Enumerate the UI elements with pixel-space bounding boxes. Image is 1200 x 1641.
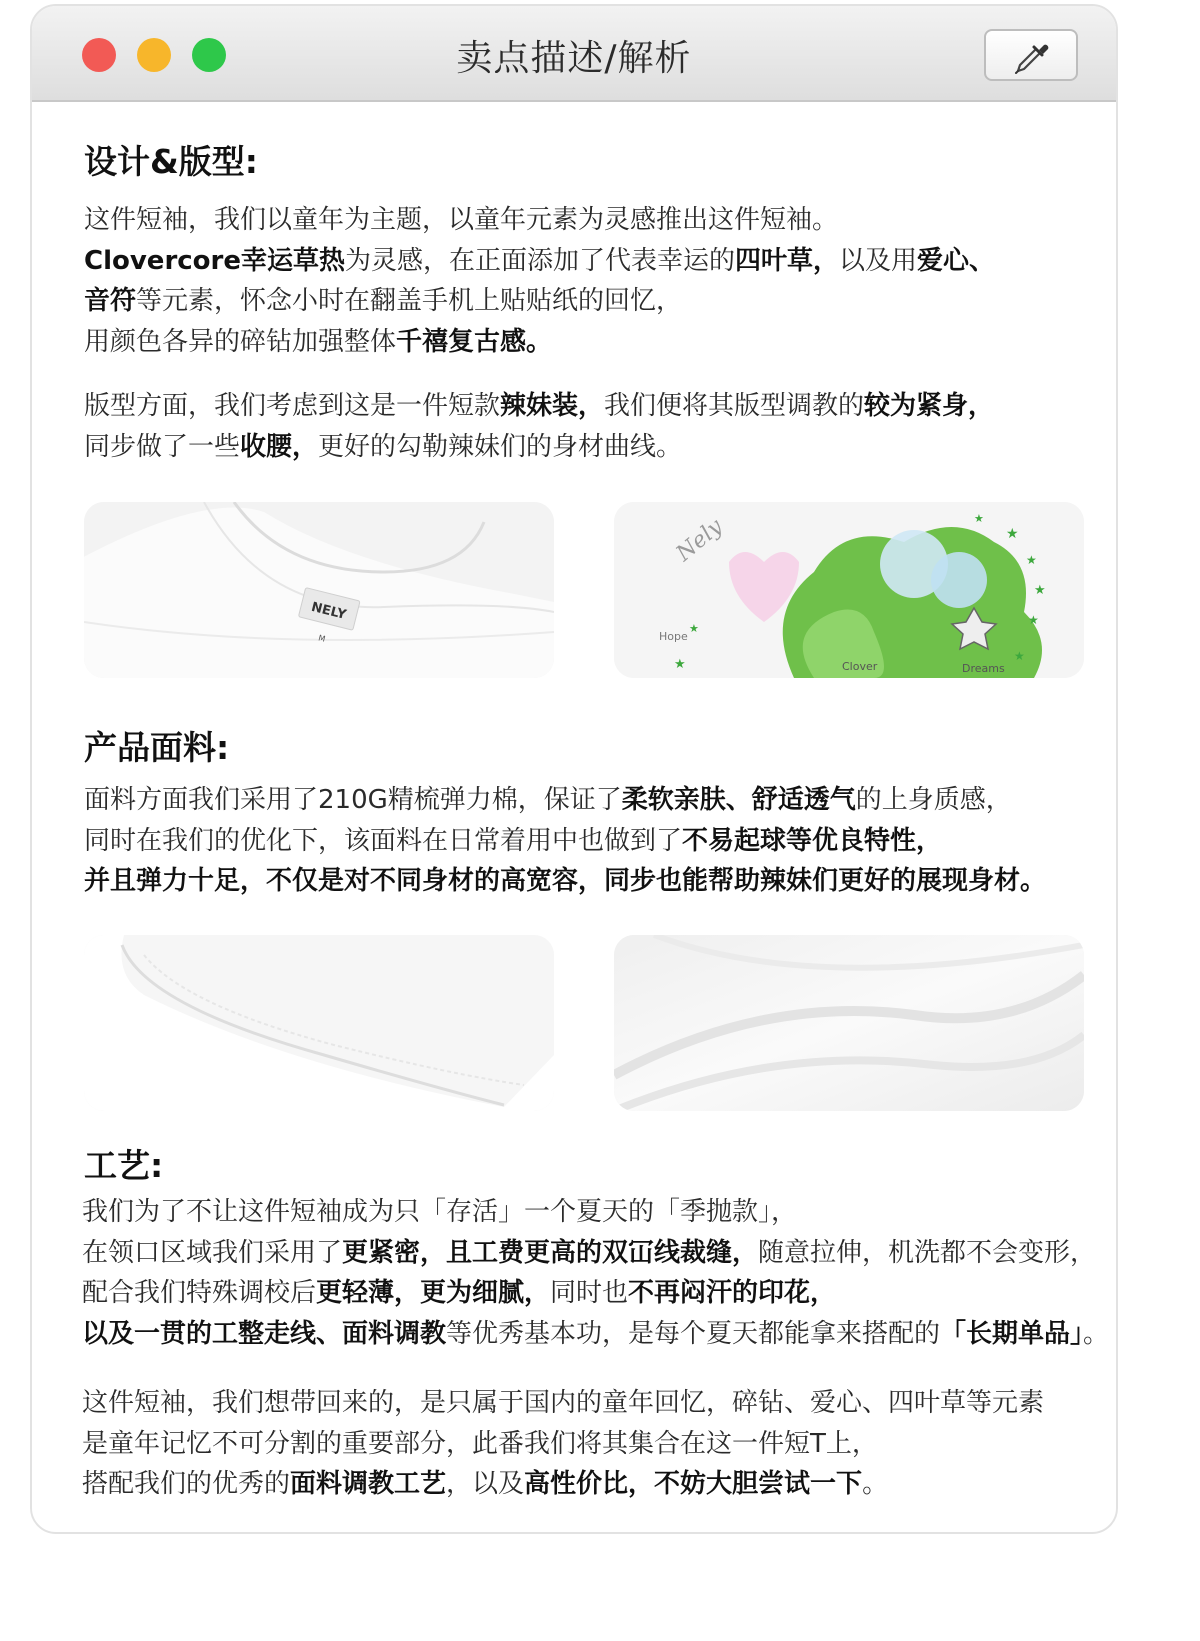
- bold-text-segment: 较为紧身，: [864, 391, 995, 421]
- text-line: [84, 861, 1046, 902]
- bold-text-segment: 千禧复古感。: [396, 326, 553, 357]
- text-segment: 同时在我们的优化下，该面料在日常着用中也做到了: [84, 825, 683, 856]
- text-line: [82, 1383, 1044, 1424]
- eyedropper-icon: [1012, 37, 1052, 77]
- section-heading-design: 设计&版型:: [84, 142, 258, 181]
- text-segment: 更好的勾勒辣妹们的身材曲线。: [318, 431, 683, 462]
- text-segment: 用颜色各异的碎钻加强整体: [84, 326, 397, 357]
- label-brand-text: NELY: [309, 599, 348, 623]
- svg-text:★: ★: [1006, 526, 1019, 542]
- bold-text-segment: 高性价比，不妨大胆尝试一下: [524, 1469, 863, 1499]
- text-segment: ，以及: [446, 1469, 525, 1499]
- text-line: [84, 241, 995, 282]
- design-paragraph-2: [84, 386, 994, 467]
- fabric-texture-photo: [614, 935, 1084, 1111]
- bold-text-segment: 更轻薄，更为细腻，: [316, 1278, 551, 1308]
- bold-text-segment: 更紧密，且工费更高的双冚线裁缝，: [342, 1237, 759, 1268]
- design-paragraph-1: [84, 200, 995, 362]
- collar-photo: [84, 502, 554, 678]
- svg-text:★: ★: [1026, 553, 1037, 567]
- text-segment: 面料方面我们采用了210G精梳弹力棉，保证了: [84, 785, 622, 815]
- bold-text-segment: 爱心、: [917, 245, 996, 276]
- eyedropper-button[interactable]: [984, 29, 1078, 81]
- text-line: [82, 1314, 1109, 1355]
- text-segment: 等优秀基本功，是每个夏天都能拿来搭配的: [446, 1318, 941, 1349]
- label-size-text: M: [317, 633, 327, 644]
- text-line: [82, 1233, 1109, 1274]
- text-segment: 这件短袖，我们以童年为主题，以童年元素为灵感推出这件短袖。: [84, 205, 839, 235]
- bold-text-segment: 柔软亲肤、舒适透气: [621, 785, 856, 815]
- text-segment: 这件短袖，我们想带回来的，是只属于国内的童年回忆，碎钻、爱心、四叶草等元素: [82, 1388, 1045, 1418]
- svg-text:★: ★: [974, 512, 984, 525]
- text-segment: 版型方面，我们考虑到这是一件短款: [84, 391, 501, 421]
- text-segment: 同时也: [550, 1278, 629, 1308]
- bold-text-segment: 并且弹力十足，不仅是对不同身材的高宽容，同步也能帮助辣妹们更好的展现身材。: [84, 866, 1047, 896]
- title-bar: [32, 6, 1116, 102]
- collar-illustration: [84, 502, 554, 678]
- text-line: [84, 281, 995, 322]
- fabric-paragraph-1: [84, 780, 1046, 902]
- svg-text:★: ★: [1034, 583, 1046, 598]
- text-segment: 以及用: [839, 245, 918, 276]
- bold-text-segment: 面料调教工艺: [290, 1469, 447, 1499]
- text-line: [84, 427, 994, 468]
- text-segment: 配合我们特殊调校后: [82, 1278, 317, 1308]
- text-segment: 同步做了一些: [84, 431, 241, 462]
- bold-text-segment: 四叶草，: [735, 245, 840, 276]
- section-heading-craft: 工艺:: [84, 1146, 164, 1185]
- print-word-dreams: Dreams: [962, 662, 1005, 675]
- print-word-nely: Nely: [671, 514, 728, 567]
- section-heading-fabric: 产品面料:: [84, 728, 230, 767]
- bold-text-segment: Clovercore幸运草热: [84, 245, 345, 276]
- text-line: [82, 1424, 1044, 1465]
- print-word-clover: Clover: [842, 660, 878, 673]
- text-line: [84, 200, 995, 241]
- text-segment: 是童年记忆不可分割的重要部分，此番我们将其集合在这一件短T上，: [82, 1428, 878, 1459]
- text-segment: 的上身质感，: [855, 785, 1012, 815]
- text-segment: 随意拉伸，机洗都不会变形，: [758, 1237, 1097, 1268]
- bold-text-segment: 收腰，: [240, 431, 319, 462]
- bold-text-segment: 辣妹装，: [500, 391, 605, 421]
- app-window: [30, 4, 1118, 1534]
- text-segment: 。: [862, 1469, 889, 1499]
- text-segment: 我们为了不让这件短袖成为只「存活」一个夏天的「季抛款」，: [82, 1197, 798, 1227]
- bold-text-segment: 不再闷汗的印花，: [628, 1278, 837, 1308]
- hem-photo: [84, 935, 554, 1111]
- clover-print-illustration: [614, 502, 1084, 678]
- text-segment: 。: [1083, 1318, 1110, 1349]
- text-segment: 在领口区域我们采用了: [82, 1237, 343, 1268]
- craft-paragraph-2: [82, 1383, 1044, 1505]
- svg-text:★: ★: [674, 657, 686, 672]
- text-line: [82, 1192, 1109, 1233]
- fabric-texture-illustration: [614, 935, 1084, 1111]
- text-line: [84, 322, 995, 363]
- text-segment: 我们便将其版型调教的: [604, 391, 865, 421]
- svg-text:★: ★: [1014, 649, 1025, 663]
- text-line: [82, 1273, 1109, 1314]
- text-segment: 为灵感，在正面添加了代表幸运的: [345, 245, 736, 276]
- print-word-hope: Hope: [659, 630, 688, 643]
- text-line: [82, 1464, 1044, 1505]
- print-photo: [614, 502, 1084, 678]
- bold-text-segment: 音符: [84, 286, 137, 316]
- bold-text-segment: 不易起球等优良特性，: [682, 825, 943, 856]
- text-segment: 等元素，怀念小时在翻盖手机上贴贴纸的回忆，: [136, 286, 683, 316]
- bold-text-segment: 以及一贯的工整走线、面料调教: [82, 1318, 447, 1349]
- svg-text:★: ★: [689, 622, 699, 635]
- text-line: [84, 780, 1046, 821]
- craft-paragraph-1: [82, 1192, 1109, 1354]
- window-title: 卖点描述/解析: [456, 38, 692, 79]
- svg-text:★: ★: [1028, 613, 1039, 627]
- bold-text-segment: 「长期单品」: [940, 1318, 1084, 1349]
- text-line: [84, 821, 1046, 862]
- text-line: [84, 386, 994, 427]
- hem-illustration: [84, 935, 554, 1111]
- text-segment: 搭配我们的优秀的: [82, 1469, 291, 1499]
